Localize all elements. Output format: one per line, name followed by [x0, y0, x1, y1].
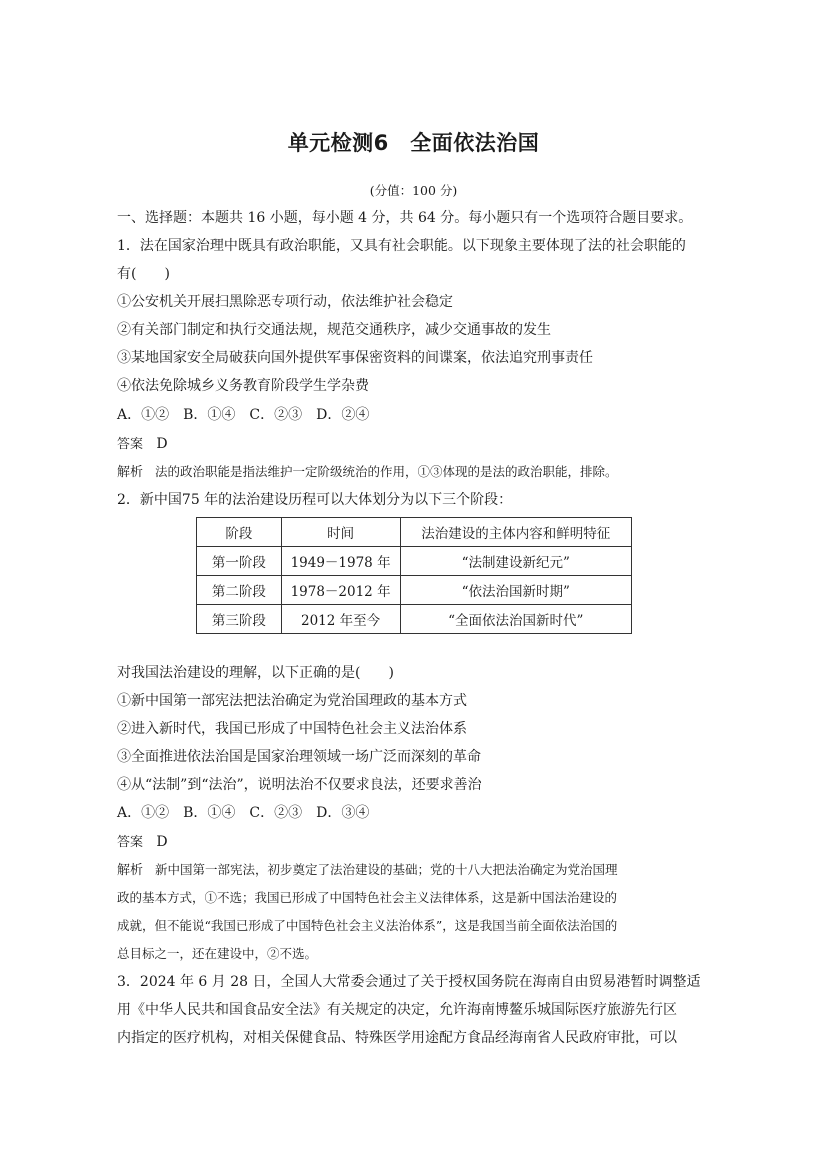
table-cell: 1949－1978 年	[281, 547, 400, 576]
section-header: 一、选择题：本题共 16 小题，每小题 4 分，共 64 分。每小题只有一个选项符合题目要求。	[117, 210, 693, 226]
q1-option-1: ①公安机关开展扫黑除恶专项行动，依法维护社会稳定	[117, 294, 453, 310]
table-row	[197, 547, 632, 576]
q1-answer	[117, 434, 717, 455]
q1-stem-line1: 1．法在国家治理中既具有政治职能，又具有社会职能。以下现象主要体现了法的社会职能的	[117, 238, 686, 254]
q1-stem-line2: 有( )	[117, 266, 170, 282]
q2-option-1: ①新中国第一部宪法把法治确定为党治国理政的基本方式	[117, 693, 467, 709]
table-row	[197, 576, 632, 605]
explain-label: 解析	[117, 863, 144, 878]
q2-explanation-line3: 成就，但不能说“我国已形成了中国特色社会主义法治体系”，这是我国当前全面依法治国的	[117, 918, 618, 933]
page-title: 单元检测6 全面依法治国	[287, 131, 540, 155]
table-cell: 第一阶段	[197, 547, 282, 576]
q2-explanation-line2: 政的基本方式，①不选；我国已形成了中国特色社会主义法律体系，这是新中国法治建设的	[117, 890, 618, 905]
q1-option-2: ②有关部门制定和执行交通法规，规范交通秩序，减少交通事故的发生	[117, 322, 551, 338]
answer-value: D	[156, 436, 168, 452]
table-cell: 1978－2012 年	[281, 576, 400, 605]
table-cell: 第三阶段	[197, 605, 282, 634]
score-note: (分值：100 分)	[369, 183, 458, 198]
table-cell: 2012 年至今	[281, 605, 400, 634]
table-header-cell: 时间	[281, 518, 400, 547]
q2-option-4: ④从“法制”到“法治”，说明法治不仅要求良法，还要求善治	[117, 777, 482, 793]
q2-option-2: ②进入新时代，我国已形成了中国特色社会主义法治体系	[117, 721, 467, 737]
table-cell: “全面依法治国新时代”	[400, 605, 632, 634]
q3-line1: 3．2024 年 6 月 28 日，全国人大常委会通过了关于授权国务院在海南自由贸易港暂时调整适	[117, 974, 701, 990]
q2-option-3: ③全面推进依法治国是国家治理领域一场广泛而深刻的革命	[117, 749, 481, 765]
stages-table	[196, 517, 632, 634]
table-row	[197, 605, 632, 634]
table-header-row	[197, 518, 632, 547]
q2-explanation-line1	[117, 860, 717, 881]
explain-text: 新中国第一部宪法，初步奠定了法治建设的基础；党的十八大把法治确定为党治国理	[154, 862, 618, 877]
table-header-cell: 法治建设的主体内容和鲜明特征	[400, 518, 632, 547]
table-header-cell: 阶段	[197, 518, 282, 547]
q1-explanation	[117, 462, 717, 483]
table-cell: “法制建设新纪元”	[400, 547, 632, 576]
q2-stem: 2．新中国75 年的法治建设历程可以大体划分为以下三个阶段：	[117, 492, 513, 508]
q3-line2: 用《中华人民共和国食品安全法》有关规定的决定，允许海南博鳌乐城国际医疗旅游先行区	[117, 1002, 677, 1018]
q1-choices: A．①② B．①④ C．②③ D．②④	[117, 407, 370, 423]
answer-value: D	[156, 834, 168, 850]
table-cell: 第二阶段	[197, 576, 282, 605]
explain-label: 解析	[117, 465, 144, 480]
q1-option-3: ③某地国家安全局破获向国外提供军事保密资料的间谍案，依法追究刑事责任	[117, 350, 593, 366]
q2-answer	[117, 832, 717, 853]
explain-text: 法的政治职能是指法维护一定阶级统治的作用，①③体现的是法的政治职能，排除。	[154, 464, 618, 479]
table-cell: “依法治国新时期”	[400, 576, 632, 605]
answer-label: 答案	[117, 835, 144, 850]
q2-explanation-line4: 总目标之一，还在建设中，②不选。	[117, 946, 318, 961]
q1-option-4: ④依法免除城乡义务教育阶段学生学杂费	[117, 378, 369, 394]
q2-question: 对我国法治建设的理解，以下正确的是( )	[117, 665, 394, 681]
answer-label: 答案	[117, 437, 144, 452]
q3-line3: 内指定的医疗机构，对相关保健食品、特殊医学用途配方食品经海南省人民政府审批，可以	[117, 1030, 677, 1046]
q2-choices: A．①② B．①④ C．②③ D．③④	[117, 805, 370, 821]
